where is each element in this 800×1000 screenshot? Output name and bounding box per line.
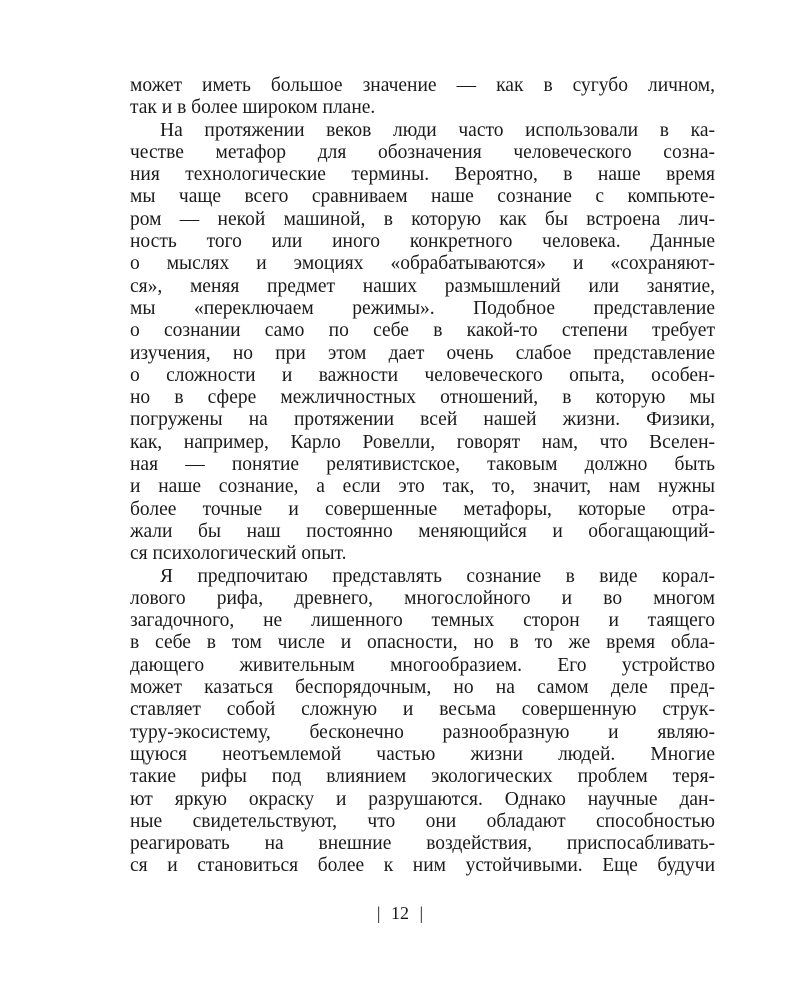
text-line: изучения, но при этом дает очень слабое представление [130,342,715,364]
text-line: честве метафор для обозначения человеческого созна- [130,141,715,163]
folio-separator-right: | [419,903,424,923]
text-line: ные свидетельствуют, что они обладают способностью [130,810,715,832]
text-line: дающего живительным многообразием. Его устройство [130,654,715,676]
text-line: ная — понятие релятивистское, таковым должно быть [130,454,715,476]
text-line: загадочного, не лишенного темных сторон и таящего [130,610,715,632]
text-line: о сознании само по себе в какой-то степени требует [130,320,715,342]
text-line: может казаться беспорядочным, но на самом деле пред- [130,677,715,699]
text-line: На протяжении веков люди часто использовали в ка- [160,119,715,141]
text-line: но в сфере межличностных отношений, в которую мы [130,387,715,409]
text-line: как, например, Карло Ровелли, говорят нам, что Вселен- [130,431,715,453]
text-line: так и в более широком плане. [130,97,376,119]
text-line: ся и становиться более к ним устойчивыми. Еще будучи [130,855,715,877]
text-line: реагировать на внешние воздействия, приспосабливать- [130,833,715,855]
folio-number: 12 [391,903,409,923]
text-line: может иметь большое значение — как в сугубо личном, [130,75,715,96]
text-line: и наше сознание, а если это так, то, значит, нам нужны [130,476,715,498]
text-line: в себе в том числе и опасности, но в то же время обла- [130,632,715,654]
text-line: ставляет собой сложную и весьма совершенную струк- [130,699,715,721]
text-line: мы чаще всего сравниваем наше сознание с компьюте- [130,186,715,208]
text-line: ность того или иного конкретного человека. Данные [130,231,715,253]
paragraph [130,75,715,120]
text-line: ром — некой машиной, в которую как бы встроена лич- [130,208,715,230]
text-line: ся», меняя предмет наших размышлений или занятие, [130,275,715,297]
text-line: погружены на протяжении всей нашей жизни. Физики, [130,409,715,431]
page-number [0,900,800,926]
paragraph [130,566,715,878]
text-line: о сложности и важности человеческого опыта, особен- [130,364,715,386]
text-line: более точные и совершенные метафоры, которые отра- [130,498,715,520]
paragraph [130,120,715,566]
page-body [130,75,715,878]
folio-separator-left: | [376,903,381,923]
text-line: щуюся неотъемлемой частью жизни людей. Многие [130,743,715,765]
text-line: ния технологические термины. Вероятно, в наше время [130,164,715,186]
text-line: ют яркую окраску и разрушаются. Однако научные дан- [130,788,715,810]
text-line: Я предпочитаю представлять сознание в виде корал- [160,565,715,587]
text-line: лового рифа, древнего, многослойного и во многом [130,587,715,609]
text-line: туру-экосистему, бесконечно разнообразную и являю- [130,721,715,743]
text-line: ся психологический опыт. [130,543,347,565]
text-line: такие рифы под влиянием экологических проблем теря- [130,766,715,788]
text-line: о мыслях и эмоциях «обрабатываются» и «сохраняют- [130,253,715,275]
text-line: мы «переключаем режимы». Подобное представление [130,297,715,319]
text-line: жали бы наш постоянно меняющийся и обогащающий- [130,520,715,542]
